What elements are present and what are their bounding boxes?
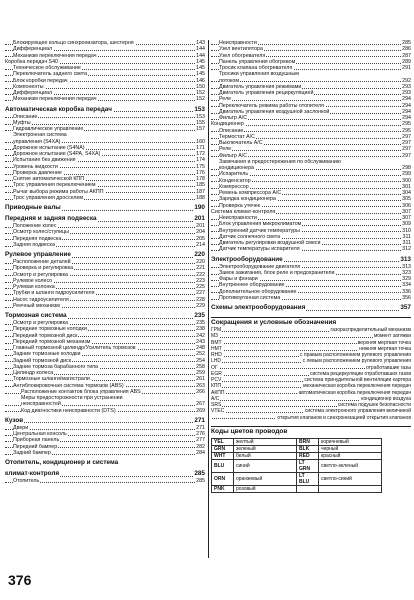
- color-name: белый: [234, 452, 297, 459]
- entry-title: Зарядка кондиционера: [219, 196, 276, 203]
- entry-page: 221: [196, 265, 205, 272]
- entry-page: 311: [402, 240, 411, 246]
- entry-title: Трубки и шланги гидроусилителя: [13, 290, 95, 297]
- entry-page: 301: [402, 183, 411, 190]
- entry-page: 299: [402, 171, 411, 178]
- entry-page: 144: [196, 52, 205, 59]
- entry-page: 263: [196, 382, 205, 389]
- entry-title: Меры предосторожности при устранении: [21, 395, 123, 401]
- entry-title: Блок управления микроклиматом: [219, 221, 302, 228]
- contents-right-list: [211, 40, 411, 312]
- entry-page: 153: [194, 105, 205, 113]
- entry-title: неисправностей: [21, 401, 61, 408]
- entry-title: Описание: [13, 113, 38, 120]
- entry-page: 297: [402, 152, 411, 159]
- entry-page: 242: [196, 332, 205, 339]
- entry-title: Код диагностики неисправности (DTS): [21, 407, 116, 414]
- entry-title: Неисправности: [219, 40, 257, 46]
- entry-page: 357: [400, 304, 411, 311]
- entry-title: Реле: [219, 96, 232, 103]
- abbreviation-meaning: нижняя мертвая точка: [359, 345, 411, 352]
- entry-page: 292: [402, 77, 411, 84]
- entry-page: 297: [402, 133, 411, 140]
- entry-page: 178: [196, 176, 205, 182]
- entry-title: Электрооборудование: [211, 255, 283, 263]
- entry-title: Передняя подвеска: [13, 235, 62, 242]
- contents-left-column: [5, 40, 205, 484]
- entry-page: 356: [402, 294, 411, 301]
- entry-page: 309: [402, 221, 411, 228]
- abbreviation-key: LHD: [211, 358, 222, 365]
- entry-title: Дифференциал: [13, 46, 53, 53]
- entry-title: Отопитель: [13, 478, 40, 484]
- entry-page: 153: [196, 113, 205, 120]
- entry-title: Трос управления дросселем: [13, 194, 84, 201]
- entry-title: Тормозная система: [5, 312, 67, 319]
- abbreviation-meaning: момент затяжки: [373, 333, 411, 340]
- toc-left-entry: [5, 96, 205, 102]
- entry-page: 144: [196, 46, 205, 53]
- entry-page: 145: [196, 71, 205, 78]
- entry-title: управления (S4XA): [13, 138, 61, 145]
- entry-page: 285: [194, 470, 205, 477]
- entry-page: 172: [196, 151, 205, 157]
- color-code: BLU: [212, 459, 234, 472]
- entry-title: Расположение контактов блока управления ABS: [21, 388, 141, 395]
- entry-page: 323: [402, 269, 411, 276]
- entry-page: 248: [196, 345, 205, 351]
- entry-page: 229: [196, 302, 205, 309]
- entry-title: Задние тормоза барабанного типа: [13, 363, 99, 370]
- toc-left-entry: [5, 215, 205, 223]
- entry-title: Замечания и предостережения по обслуживанию: [219, 158, 341, 165]
- entry-page: 295: [402, 121, 411, 128]
- color-code-row: [212, 459, 382, 472]
- entry-page: 300: [402, 177, 411, 184]
- entry-title: Двигатель управления воздушной заслонкой: [219, 108, 330, 115]
- contents-page: [5, 40, 409, 568]
- entry-title: Автоматическая коробка передач: [5, 105, 112, 113]
- entry-title: Проверка и регулировка: [13, 265, 74, 272]
- entry-page: 152: [196, 96, 205, 103]
- abbreviation-meaning: с левым расположением рулевого управления: [302, 358, 411, 365]
- entry-title: Противоугонная система: [219, 294, 281, 301]
- entry-title: Рулевое колесо: [13, 277, 53, 284]
- color-code: LT GRN: [297, 459, 319, 472]
- entry-page: 271: [194, 416, 205, 424]
- color-name: [319, 485, 382, 492]
- abbreviation-meaning: отработавшие газы: [365, 364, 411, 371]
- entry-page: 201: [196, 223, 205, 229]
- color-name: синий: [234, 459, 297, 472]
- entry-title: климат-контроля: [5, 470, 60, 477]
- entry-page: 293: [402, 83, 411, 90]
- abbreviation-meaning: система принудительной вентиляции картера: [304, 377, 411, 383]
- entry-title: Фильтр А/С: [219, 152, 248, 159]
- entry-title: Цилиндр колеса: [13, 370, 54, 376]
- entry-page: 227: [196, 290, 205, 297]
- entry-page: 171: [196, 144, 205, 151]
- entry-page: 252: [196, 351, 205, 358]
- toc-right-entry: [211, 304, 411, 312]
- abbreviation-key: M3: [211, 333, 218, 340]
- entry-page: 267: [196, 401, 205, 408]
- entry-page: 282: [196, 443, 205, 450]
- entry-page: 305: [402, 196, 411, 203]
- entry-page: 293: [402, 90, 411, 96]
- color-code: [297, 485, 319, 492]
- toc-right-entry: [211, 295, 411, 301]
- entry-title: Система климат-контроля: [211, 208, 276, 215]
- abbreviation-key: АКПП: [211, 389, 225, 396]
- entry-title: Механизм переключения передач: [13, 96, 97, 103]
- entry-page: 223: [196, 277, 205, 284]
- entry-page: 294: [402, 115, 411, 121]
- toc-left-entry: [5, 417, 205, 425]
- abbreviation-meaning: система рециркуляции отработавших газов: [309, 370, 411, 377]
- abbreviation-key: HMT: [211, 345, 222, 352]
- entry-page: 313: [400, 255, 411, 263]
- color-codes-table: [211, 438, 382, 493]
- entry-page: 222: [196, 271, 205, 278]
- entry-page: 220: [194, 251, 205, 258]
- entry-title: Фары и фонари: [219, 276, 258, 282]
- entry-page: 310: [402, 227, 411, 234]
- abbreviation-meaning: открытия клапанов и синхронизацией открытия клапанов: [277, 414, 411, 421]
- entry-title: Двигатель управления режимами: [219, 83, 302, 90]
- abbreviation-key: КПП: [211, 383, 222, 390]
- abbreviation-key: VTEC: [211, 408, 225, 415]
- entry-title: Рулевое управление: [5, 251, 71, 258]
- abbreviation-key: EGR: [211, 370, 222, 377]
- entry-title: Реле: [219, 146, 232, 153]
- entry-page: 286: [402, 46, 411, 53]
- entry-title: Схемы электрооборудования: [211, 304, 306, 311]
- entry-page: 201: [194, 215, 205, 222]
- entry-title: Задний бампер: [13, 449, 51, 456]
- color-name: коричневый: [319, 438, 382, 445]
- entry-title: Приборная панель: [13, 437, 60, 444]
- color-code-row: [212, 452, 382, 459]
- entry-page: 238: [196, 326, 205, 333]
- entry-title: потоком: [219, 77, 239, 84]
- entry-page: 307: [402, 215, 411, 221]
- abbreviation-meaning: механическая коробка переключения передач: [303, 383, 411, 390]
- entry-title: Техническое обслуживание: [13, 65, 81, 71]
- entry-page: 155: [196, 119, 205, 126]
- entry-page: 334: [402, 282, 411, 289]
- entry-page: 145: [196, 58, 205, 65]
- entry-title: Блокирующее кольцо синхронизатора, шестерня: [13, 40, 134, 46]
- entry-title: Расположение деталей: [13, 259, 71, 265]
- abbreviation-meaning: газораспределительный механизм: [330, 327, 411, 333]
- entry-page: 185: [196, 182, 205, 189]
- color-code: BLK: [297, 445, 319, 452]
- toc-left-entry: [5, 204, 205, 212]
- entry-title: Уровень жидкости: [13, 163, 58, 170]
- entry-title: Рулевая колонка: [13, 284, 55, 290]
- entry-page: 307: [402, 208, 411, 215]
- entry-title: Положение колес: [13, 223, 57, 229]
- abbreviation-key: A/C: [211, 395, 220, 402]
- toc-left-entry: [5, 251, 205, 259]
- entry-page: 266: [196, 388, 205, 395]
- entry-page: 254: [196, 357, 205, 364]
- entry-title: Передние тормозные колодки: [13, 326, 87, 333]
- entry-title: Задний тормозной диск: [13, 357, 72, 364]
- entry-title: Дифференциал: [13, 90, 53, 96]
- entry-page: 145: [196, 65, 205, 71]
- entry-title: Передний тормозной диск: [13, 332, 78, 339]
- color-code: YEL: [212, 438, 234, 445]
- entry-title: Кондиционер: [211, 121, 244, 128]
- entry-title: Коробка передач S40: [5, 58, 58, 65]
- entry-title: кондиционера: [219, 165, 254, 171]
- abbreviation-meaning: верхняя мертвая точка: [357, 339, 411, 346]
- entry-title: Переключатель заднего света: [13, 71, 88, 78]
- entry-page: 190: [194, 204, 205, 211]
- color-code-row: [212, 438, 382, 445]
- entry-title: Переключатель режима работы отопителя: [219, 102, 324, 109]
- color-code: WHT: [212, 452, 234, 459]
- toc-left-entry: [5, 195, 205, 201]
- color-name: светло-синий: [319, 472, 382, 485]
- abbreviation-key: SRS: [211, 402, 222, 408]
- toc-left-entry: [5, 478, 205, 484]
- entry-page: 214: [196, 241, 205, 248]
- entry-page: 329: [402, 276, 411, 282]
- entry-page: 228: [196, 296, 205, 303]
- abbreviation-key: PCV: [211, 377, 222, 383]
- entry-page: 258: [196, 363, 205, 370]
- entry-title: Блок коробки передач: [13, 77, 68, 84]
- color-code-row: [212, 485, 382, 492]
- entry-page: 297: [402, 140, 411, 146]
- entry-page: 152: [196, 90, 205, 96]
- entry-page: 187: [196, 188, 205, 195]
- entry-title: Узел вентилятора: [219, 46, 263, 53]
- entry-page: 276: [196, 431, 205, 437]
- entry-page: 289: [402, 58, 411, 65]
- entry-page: 160: [196, 138, 205, 145]
- entry-title: Термостат А/С: [219, 133, 255, 140]
- entry-page: 277: [196, 437, 205, 444]
- entry-title: Узел обогревателя: [219, 52, 266, 59]
- color-code: BRN: [297, 438, 319, 445]
- entry-page: 143: [196, 40, 205, 46]
- toc-left-entry: [5, 450, 205, 456]
- entry-title: Осмотр колес/ступицы: [13, 229, 69, 236]
- entry-title: Внутренний датчик температуры: [219, 227, 300, 234]
- color-code-row: [212, 472, 382, 485]
- entry-title: Трос управления переключением: [13, 182, 96, 189]
- entry-title: Механизм переключения передач: [13, 52, 97, 59]
- color-name: черный: [319, 445, 382, 452]
- entry-title: Осмотр и регулировка: [13, 271, 69, 278]
- entry-title: Электронная система: [13, 132, 67, 139]
- entry-title: Тросик клапана обогревателя: [219, 65, 293, 71]
- entry-page: 304: [402, 190, 411, 196]
- toc-right-entry: [211, 256, 411, 264]
- entry-page: 150: [196, 83, 205, 90]
- color-name: зеленый: [234, 445, 297, 452]
- entry-page: 225: [196, 284, 205, 290]
- entry-page: 336: [402, 288, 411, 295]
- entry-title: Передний бампер: [13, 443, 58, 450]
- toc-left-entry: [5, 303, 205, 309]
- color-name: красный: [319, 452, 382, 459]
- entry-title: Испытание без движения: [13, 157, 76, 164]
- entry-title: Приводные валы: [5, 204, 61, 211]
- color-name: светло-зеленый: [319, 459, 382, 472]
- page-number: 376: [8, 572, 32, 588]
- abbreviations-list: [211, 327, 411, 421]
- color-name: оранжевый: [234, 472, 297, 485]
- entry-title: Конденсатор: [219, 177, 251, 184]
- entry-title: Дорожное испытание (S4NA): [13, 144, 85, 151]
- entry-page: 285: [196, 478, 205, 484]
- entry-title: Дополнительное оборудование: [219, 288, 297, 295]
- entry-title: Тормозные шланги/магистрали: [13, 376, 90, 383]
- entry-page: 285: [402, 40, 411, 46]
- color-code: RED: [297, 452, 319, 459]
- entry-page: 235: [194, 312, 205, 319]
- abbreviation-meaning: автоматическая коробка переключения передач: [298, 389, 411, 396]
- entry-page: 298: [402, 165, 411, 171]
- entry-title: Внутреннее оборудование: [219, 282, 285, 289]
- entry-title: Выключатель А/С: [219, 140, 263, 146]
- entry-page: 157: [196, 126, 205, 132]
- entry-page: 220: [196, 259, 205, 265]
- entry-page: 176: [196, 169, 205, 176]
- entry-page: 284: [196, 449, 205, 456]
- entry-title: Муфты: [13, 119, 31, 126]
- contents-right-column: [211, 40, 411, 493]
- entry-page: 175: [196, 163, 205, 170]
- abbreviation-meaning: система подушек безопасности: [337, 402, 411, 408]
- color-code: ORN: [212, 472, 234, 485]
- entry-page: 259: [196, 370, 205, 376]
- entry-page: 294: [402, 96, 411, 103]
- entry-title: Отопитель, кондиционер и система: [5, 459, 119, 466]
- abbreviation-meaning: с правым расположением рулевого управления: [299, 352, 411, 358]
- entry-page: 297: [402, 146, 411, 153]
- entry-page: 306: [402, 202, 411, 209]
- color-code-row: [212, 445, 382, 452]
- entry-page: 174: [196, 157, 205, 164]
- entry-title: Фильтр А/С: [219, 115, 248, 121]
- toc-left-entry: [5, 106, 205, 114]
- toc-left-entry: [5, 408, 205, 414]
- entry-title: Проверка давление: [13, 169, 62, 176]
- abbreviation-key: RHD: [211, 352, 222, 358]
- entry-page: 204: [196, 229, 205, 236]
- entry-title: Центральная консоль: [13, 431, 67, 437]
- color-code: PNK: [212, 485, 234, 492]
- entry-title: Испаритель: [219, 171, 249, 178]
- entry-page: 269: [196, 407, 205, 414]
- entry-page: 235: [196, 320, 205, 326]
- entry-page: 243: [196, 338, 205, 345]
- entry-page: 311: [402, 233, 411, 240]
- entry-title: Двигатель управления рециркуляцией: [219, 90, 314, 96]
- entry-title: Описание: [219, 127, 244, 134]
- entry-title: Тросики управления воздушным: [219, 71, 299, 78]
- toc-left-entry: [5, 242, 205, 248]
- abbreviation-row: [211, 415, 411, 421]
- entry-title: Задняя подвеска: [13, 241, 55, 248]
- entry-title: Двигатель регулировки воздушной смеси: [219, 240, 321, 246]
- toc-left-entry: [5, 470, 205, 478]
- entry-title: Кузов: [5, 416, 24, 424]
- entry-title: Двери: [13, 424, 29, 431]
- entry-title: Осмотр и регулировка: [13, 320, 69, 326]
- entry-title: Реечный механизм: [13, 302, 60, 309]
- entry-title: Неисправности: [219, 215, 257, 221]
- abbreviation-meaning: кондиционер воздуха: [361, 395, 411, 402]
- entry-title: Снятие автоматической КПП: [13, 176, 85, 182]
- entry-title: Главный тормозной цилиндр/Усилитель тормозов: [13, 345, 136, 351]
- entry-title: Передняя и задняя подвеска: [5, 215, 97, 222]
- entry-title: Компоненты: [13, 83, 44, 90]
- abbreviation-key: ГРМ: [211, 327, 222, 333]
- entry-title: Задние тормозные колодки: [13, 351, 81, 358]
- entry-title: Дорожное испытание (S4PA, S4XA): [13, 151, 101, 157]
- entry-title: Замок зажигания, блок реле и предохранители: [219, 269, 335, 276]
- entry-page: 294: [402, 108, 411, 115]
- entry-title: Рычаг выбора режима работы АКПП: [13, 188, 104, 195]
- entry-page: 261: [196, 376, 205, 383]
- abbreviation-key: [211, 415, 212, 421]
- entry-title: Датчик солнечного света: [219, 233, 281, 240]
- entry-title: Электрооборудование двигателя: [219, 263, 301, 270]
- abbreviation-key: OГ: [211, 364, 218, 371]
- entry-page: 271: [196, 424, 205, 431]
- color-name: розовый: [234, 485, 297, 492]
- entry-page: 205: [196, 235, 205, 242]
- color-name: желтый: [234, 438, 297, 445]
- entry-page: 287: [402, 52, 411, 59]
- entry-page: 313: [402, 263, 411, 270]
- color-code: LT BLU: [297, 472, 319, 485]
- entry-page: 291: [402, 65, 411, 71]
- toc-left-entry: [5, 459, 205, 467]
- column-divider: [208, 40, 209, 558]
- entry-title: Гидравлическое управление: [13, 126, 84, 132]
- toc-right-entry: [211, 246, 411, 252]
- entry-title: Антиблокировочная система тормозов (ABS): [13, 382, 124, 389]
- entry-title: Проверка утечек: [219, 202, 261, 209]
- entry-title: Датчик температуры испарителя: [219, 246, 300, 253]
- entry-page: 188: [196, 194, 205, 201]
- abbreviations-title: Сокращения и условные обозначения: [211, 317, 411, 327]
- entry-page: 312: [402, 246, 411, 253]
- entry-title: Насос гидроусилителя: [13, 296, 69, 303]
- entry-title: Ремень компрессора A/C: [219, 190, 282, 196]
- color-code: GRN: [212, 445, 234, 452]
- entry-title: Передний тормозной механизм: [13, 338, 91, 345]
- abbreviation-key: BMT: [211, 339, 222, 346]
- abbreviation-meaning: система электронного управления величиной: [304, 408, 411, 415]
- toc-left-entry: [5, 312, 205, 320]
- entry-title: Панель управления обогревом: [219, 58, 296, 65]
- color-codes-title: Коды цветов проводов: [211, 426, 411, 436]
- entry-page: 146: [196, 77, 205, 84]
- entry-page: 294: [402, 102, 411, 109]
- entry-title: Компрессор: [219, 183, 249, 190]
- entry-page: 295: [402, 127, 411, 134]
